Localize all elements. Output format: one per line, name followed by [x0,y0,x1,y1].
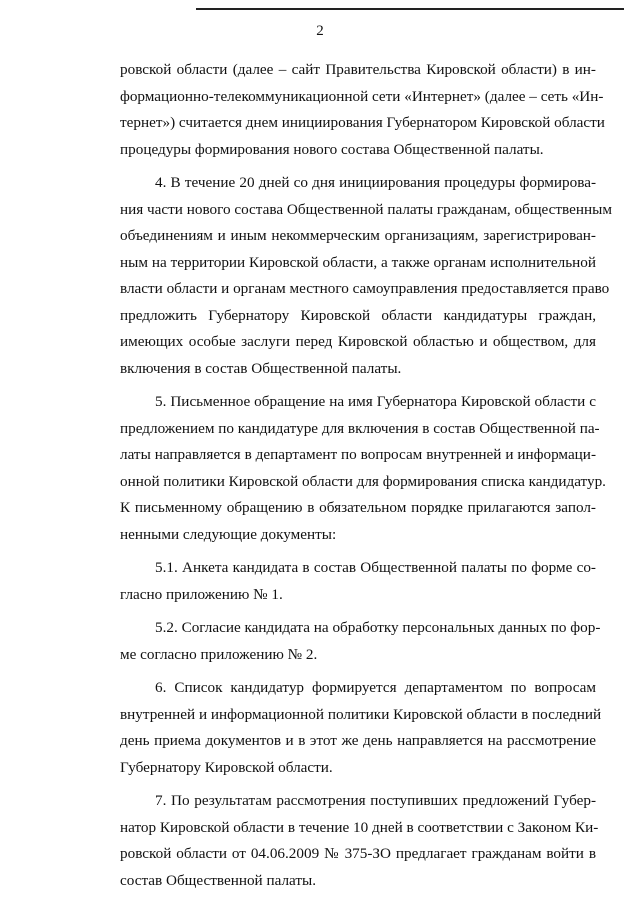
paragraph [120,170,612,382]
text-line: ровской области (далее – сайт Правительства Кировской области) в ин- [120,61,596,78]
text-line: Губернатору Кировской области. [120,758,333,776]
text-line: формационно-телекоммуникационной сети «Интернет» (далее – сеть «Ин- [120,87,604,105]
text-line: имеющих особые заслуги перед Кировской областью и обществом, для [120,333,596,350]
paragraph-gap [120,668,596,675]
text-line: 5.2. Согласие кандидата на обработку персональных данных по фор- [155,619,601,636]
paragraph [120,615,601,668]
text-line: 5.1. Анкета кандидата в состав Общественной палаты по форме со- [155,559,596,576]
header-rule [196,8,624,10]
paragraph [120,675,602,781]
text-line: ровской области от 04.06.2009 № 375-ЗО предлагает гражданам войти в [120,845,596,862]
document-body [120,57,612,894]
text-line: натор Кировской области в течение 10 дней в соответствии с Законом Ки- [120,818,599,836]
text-line: К письменному обращению в обязательном порядке прилагаются запол- [120,499,596,516]
text-line: процедуры формирования нового состава Общественной палаты. [120,140,544,158]
paragraph [120,389,606,548]
text-line: ния части нового состава Общественной палаты гражданам, общественным [120,200,612,218]
text-line: 6. Список кандидатур формируется департаментом по вопросам [155,679,596,696]
paragraph-gap [120,548,596,555]
text-line: 5. Письменное обращение на имя Губернатора Кировской области с [155,393,596,410]
text-line: предложить Губернатору Кировской области кандидатуры граждан, [120,306,596,324]
page-number: 2 [316,23,324,39]
text-line: гласно приложению № 1. [120,585,283,603]
text-line: 7. По результатам рассмотрения поступивших предложений Губер- [155,792,596,809]
text-line: 4. В течение 20 дней со дня инициирования процедуры формирова- [155,174,596,191]
text-line: власти области и органам местного самоуправления предоставляется право [120,280,610,297]
text-line: включения в состав Общественной палаты. [120,359,402,377]
text-line: онной политики Кировской области для формирования списка кандидатур. [120,472,606,490]
text-line: предложением по кандидатуре для включения в состав Общественной па- [120,419,600,437]
text-line: объединениям и иным некоммерческим организациям, зарегистрирован- [120,227,596,244]
paragraph-gap [120,781,596,788]
text-line: день приема документов и в этот же день направляется на рассмотрение [120,732,596,749]
text-line: внутренней и информационной политики Кировской области в последний [120,705,602,723]
text-line: ме согласно приложению № 2. [120,645,318,663]
text-line: ным на территории Кировской области, а также органам исполнительной [120,253,596,271]
paragraph [120,555,596,608]
text-line: ненными следующие документы: [120,525,337,543]
text-line: состав Общественной палаты. [120,871,317,889]
paragraph [120,788,599,894]
paragraph [120,57,605,163]
text-line: тернет») считается днем инициирования Губернатором Кировской области [120,114,605,131]
paragraph-gap [120,608,596,615]
paragraph-gap [120,163,596,170]
paragraph-gap [120,382,596,389]
text-line: латы направляется в департамент по вопросам внутренней и информаци- [120,446,596,463]
